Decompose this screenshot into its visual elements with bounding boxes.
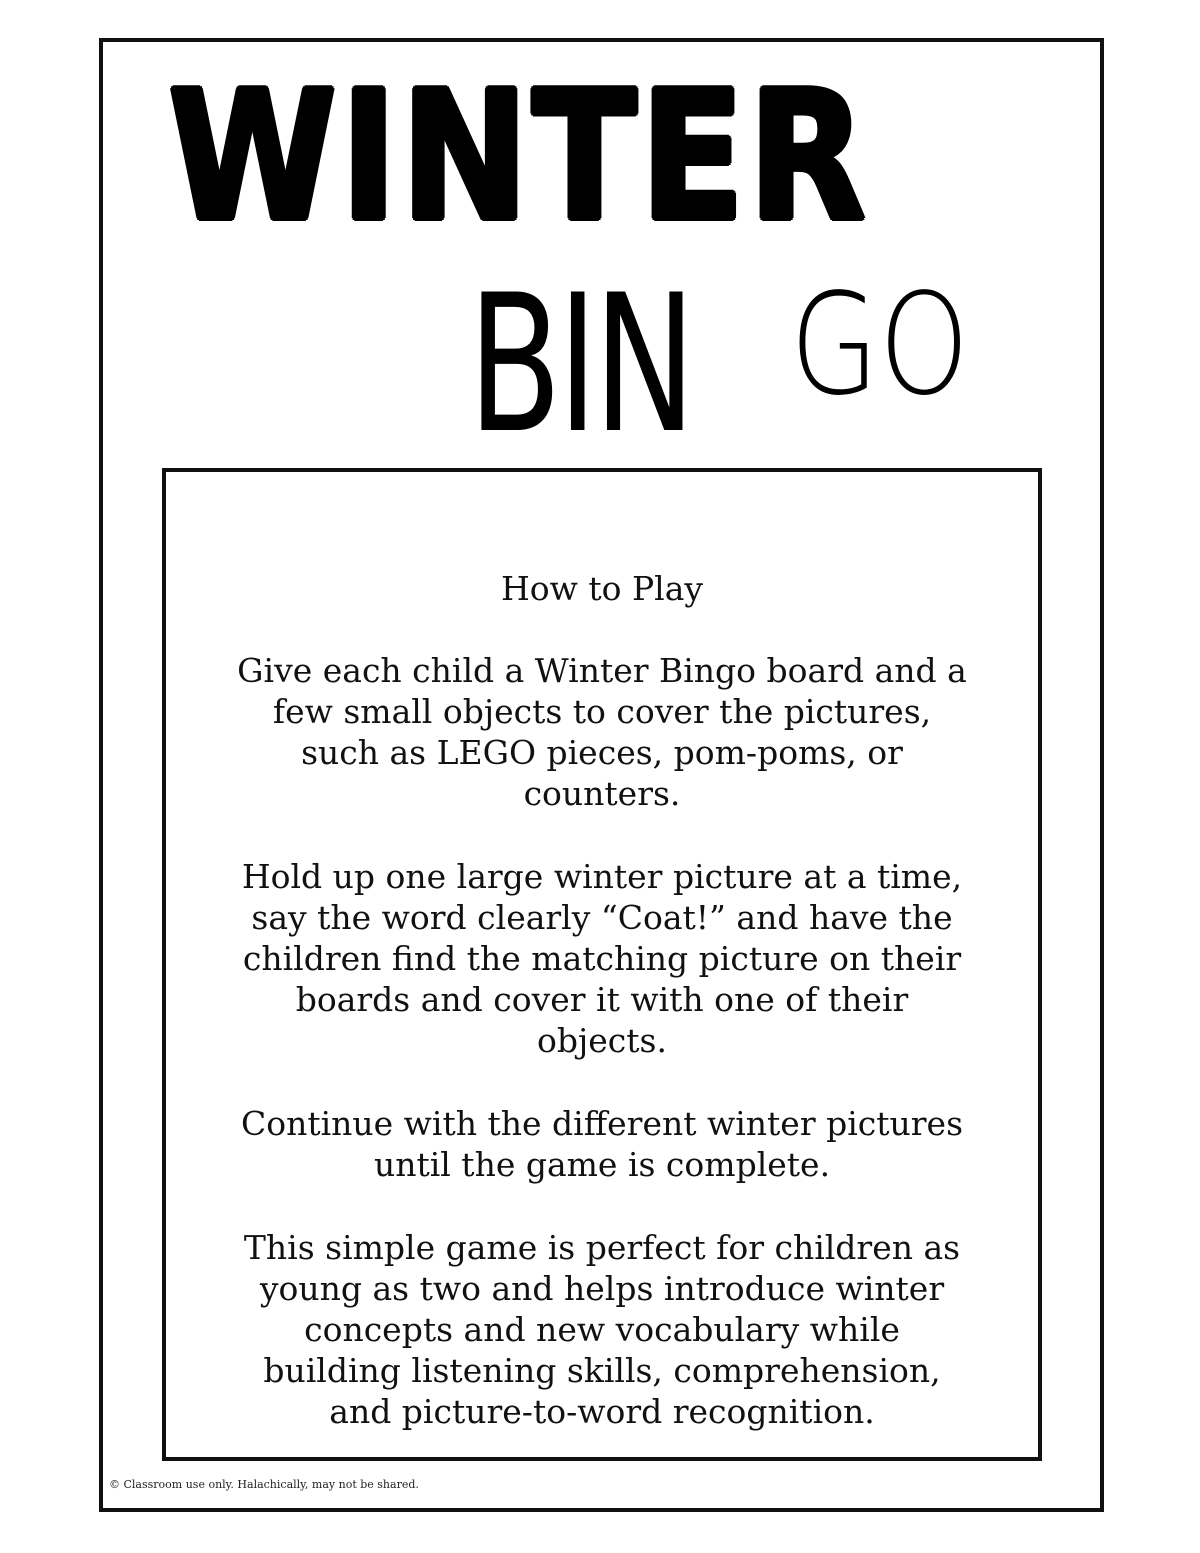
instruction-paragraph-1: Give each child a Winter Bingo board and a few small objects to cover the pictures, such as LEGO pieces, pom-poms, or counters.: [237, 651, 967, 813]
instructions-text: [166, 568, 1038, 1474]
title-bingo: [468, 254, 970, 475]
title-bingo-main: BIN: [468, 254, 692, 475]
instruction-paragraph-2: Hold up one large winter picture at a time, say the word clearly “Coat!” and have the children find the matching picture on their boards and cover it with one of their objects.: [241, 857, 963, 1060]
instruction-paragraph-3: Continue with the different winter pictures until the game is complete.: [240, 1104, 964, 1184]
instruction-paragraph-4: This simple game is perfect for children as young as two and helps introduce winter concepts and new vocabulary while building listening skills, comprehension, and picture-to-word recognition.: [243, 1228, 961, 1431]
instructions-heading: How to Play: [500, 569, 704, 608]
title-bingo-raised: GO: [790, 264, 970, 427]
copyright-footer: © Classroom use only. Halachically, may not be shared.: [109, 1478, 419, 1491]
title-winter: WINTER: [168, 53, 870, 260]
instructions-box: [162, 468, 1042, 1461]
